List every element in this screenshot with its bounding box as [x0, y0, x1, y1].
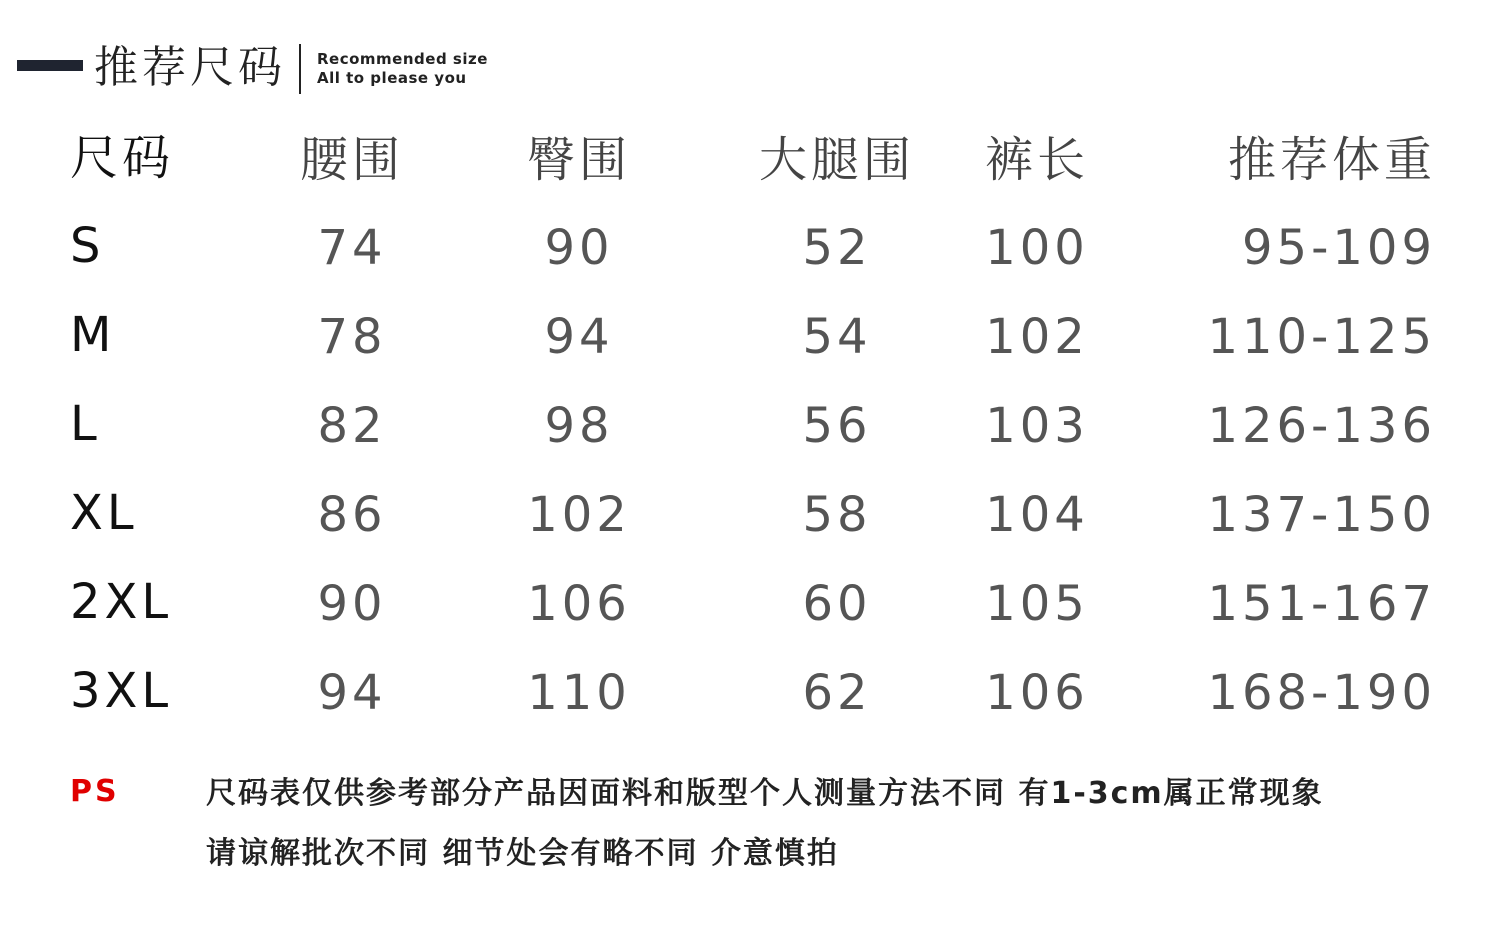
- waist-cell: 90: [317, 576, 387, 632]
- size-cell: XL: [70, 485, 138, 541]
- title-subtitle: [317, 50, 488, 88]
- subtitle-line-2: All to please you: [317, 69, 467, 87]
- column-header-length: 裤长: [984, 132, 1089, 188]
- length-cell: 106: [985, 665, 1089, 721]
- weight-cell: 126-136: [1207, 398, 1436, 454]
- weight-cell: 95-109: [1241, 220, 1436, 276]
- hip-cell: 102: [527, 487, 631, 543]
- size-cell: 3XL: [70, 663, 173, 719]
- waist-cell: 78: [317, 309, 387, 365]
- title-bar-decoration: [17, 60, 83, 71]
- hip-cell: 94: [544, 309, 614, 365]
- length-cell: 100: [985, 220, 1089, 276]
- thigh-cell: 56: [802, 398, 872, 454]
- column-header-weight: 推荐体重: [1227, 132, 1436, 188]
- page-title: 推荐尺码: [94, 42, 286, 93]
- waist-cell: 82: [317, 398, 387, 454]
- waist-cell: 74: [317, 220, 387, 276]
- column-header-waist: 腰围: [299, 132, 404, 188]
- thigh-cell: 54: [802, 309, 872, 365]
- column-header-hip: 臀围: [526, 132, 631, 188]
- size-cell: M: [70, 307, 116, 363]
- length-cell: 104: [985, 487, 1089, 543]
- length-cell: 103: [985, 398, 1089, 454]
- size-cell: 2XL: [70, 574, 173, 630]
- subtitle-line-1: Recommended size: [317, 50, 488, 68]
- column-header-size: 尺码: [70, 130, 175, 186]
- hip-cell: 98: [544, 398, 614, 454]
- length-cell: 102: [985, 309, 1089, 365]
- title-separator: [299, 44, 301, 94]
- weight-cell: 110-125: [1207, 309, 1436, 365]
- length-cell: 105: [985, 576, 1089, 632]
- weight-cell: 137-150: [1207, 487, 1436, 543]
- size-cell: L: [70, 396, 101, 452]
- hip-cell: 110: [527, 665, 631, 721]
- size-cell: S: [70, 218, 105, 274]
- weight-cell: 168-190: [1207, 665, 1436, 721]
- note-line-2: 请谅解批次不同 细节处会有略不同 介意慎拍: [206, 836, 839, 871]
- ps-label: PS: [70, 774, 120, 809]
- waist-cell: 86: [317, 487, 387, 543]
- waist-cell: 94: [317, 665, 387, 721]
- column-header-thigh: 大腿围: [758, 132, 915, 188]
- thigh-cell: 58: [802, 487, 872, 543]
- hip-cell: 90: [544, 220, 614, 276]
- thigh-cell: 62: [802, 665, 872, 721]
- thigh-cell: 52: [802, 220, 872, 276]
- weight-cell: 151-167: [1207, 576, 1436, 632]
- thigh-cell: 60: [802, 576, 872, 632]
- note-line-1: 尺码表仅供参考部分产品因面料和版型个人测量方法不同 有1-3cm属正常现象: [206, 776, 1324, 811]
- hip-cell: 106: [527, 576, 631, 632]
